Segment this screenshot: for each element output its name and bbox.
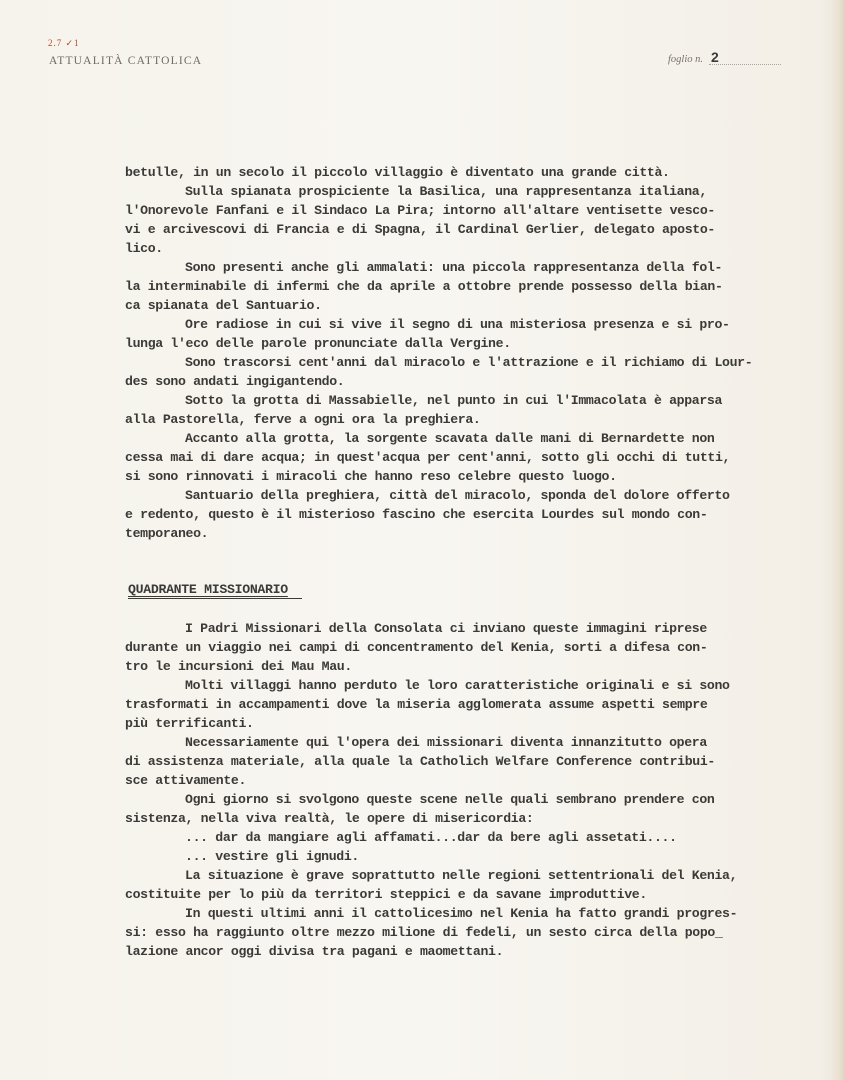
- text-line: ca spianata del Santuario.: [125, 298, 322, 313]
- text-line: sce attivamente.: [125, 773, 247, 788]
- text-line: I Padri Missionari della Consolata ci inviano queste immagini riprese: [185, 621, 707, 636]
- text-line: Ogni giorno si svolgono queste scene nelle quali sembrano prendere con: [185, 792, 715, 807]
- text-line: Sono trascorsi cent'anni dal miracolo e l'attrazione e il richiamo di Lour-: [185, 355, 753, 370]
- text-line: più terrificanti.: [125, 716, 254, 731]
- sheet-label: foglio n.: [668, 54, 704, 65]
- text-line: Molti villaggi hanno perduto le loro caratteristiche originali e si sono: [185, 678, 730, 693]
- text-line: La situazione è grave soprattutto nelle regioni settentrionali del Kenia,: [185, 868, 738, 883]
- text-line: cessa mai di dare acqua; in quest'acqua per cent'anni, sotto gli occhi di tutti,: [125, 450, 731, 465]
- text-line: In questi ultimi anni il cattolicesimo nel Kenia ha fatto grandi progres-: [185, 906, 738, 921]
- text-line: des sono andati ingigantendo.: [125, 374, 345, 389]
- masthead: ATTUALITÀ CATTOLICA: [49, 55, 203, 67]
- sheet-number: 2: [709, 50, 781, 65]
- section-heading: QUADRANTE MISSIONARIO: [128, 582, 302, 599]
- section-quadrante-missionario: [125, 619, 815, 961]
- text-line: durante un viaggio nei campi di concentramento del Kenia, sorti a difesa con-: [125, 640, 708, 655]
- sheet-number-field: [668, 50, 781, 65]
- page-edge: [831, 0, 845, 1080]
- text-line: Sulla spianata prospiciente la Basilica, una rappresentanza italiana,: [185, 184, 707, 199]
- text-line: Ore radiose in cui si vive il segno di una misteriosa presenza e si pro-: [185, 317, 730, 332]
- text-line: Necessariamente qui l'opera dei missionari diventa innanzitutto opera: [185, 735, 707, 750]
- text-line: tro le incursioni dei Mau Mau.: [125, 659, 352, 674]
- handwritten-marks: 2.7 ✓1: [48, 38, 80, 48]
- text-line: lazione ancor oggi divisa tra pagani e maomettani.: [125, 944, 504, 959]
- text-line: la interminabile di infermi che da aprile a ottobre prende possesso della bian-: [125, 279, 723, 294]
- text-line: betulle, in un secolo il piccolo villaggio è diventato una grande città.: [125, 165, 670, 180]
- text-line: Santuario della preghiera, città del miracolo, sponda del dolore offerto: [185, 488, 730, 503]
- text-line: si sono rinnovati i miracoli che hanno reso celebre questo luogo.: [125, 469, 617, 484]
- text-line: trasformati in accampamenti dove la miseria agglomerata assume aspetti sempre: [125, 697, 708, 712]
- text-line: si: esso ha raggiunto oltre mezzo milione di fedeli, un sesto circa della popo_: [125, 925, 723, 940]
- text-line: ... dar da mangiare agli affamati...dar da bere agli assetati....: [185, 830, 677, 845]
- text-line: costituite per lo più da territori steppici e da savane improduttive.: [125, 887, 647, 902]
- section-lourdes: [125, 163, 815, 543]
- text-line: di assistenza materiale, alla quale la Catholich Welfare Conference contribui-: [125, 754, 715, 769]
- text-line: temporaneo.: [125, 526, 209, 541]
- text-line: vi e arcivescovi di Francia e di Spagna, il Cardinal Gerlier, delegato aposto-: [125, 222, 715, 237]
- text-line: sistenza, nella viva realtà, le opere di misericordia:: [125, 811, 534, 826]
- text-line: ... vestire gli ignudi.: [185, 849, 359, 864]
- text-line: lico.: [125, 241, 163, 256]
- text-line: Accanto alla grotta, la sorgente scavata dalle mani di Bernardette non: [185, 431, 715, 446]
- text-line: lunga l'eco delle parole pronunciate dalla Vergine.: [125, 336, 511, 351]
- text-line: e redento, questo è il misterioso fascino che esercita Lourdes sul mondo con-: [125, 507, 708, 522]
- text-line: Sono presenti anche gli ammalati: una piccola rappresentanza della fol-: [185, 260, 723, 275]
- text-line: l'Onorevole Fanfani e il Sindaco La Pira; intorno all'altare ventisette vesco-: [125, 203, 715, 218]
- text-line: Sotto la grotta di Massabielle, nel punto in cui l'Immacolata è apparsa: [185, 393, 723, 408]
- text-line: alla Pastorella, ferve a ogni ora la preghiera.: [125, 412, 481, 427]
